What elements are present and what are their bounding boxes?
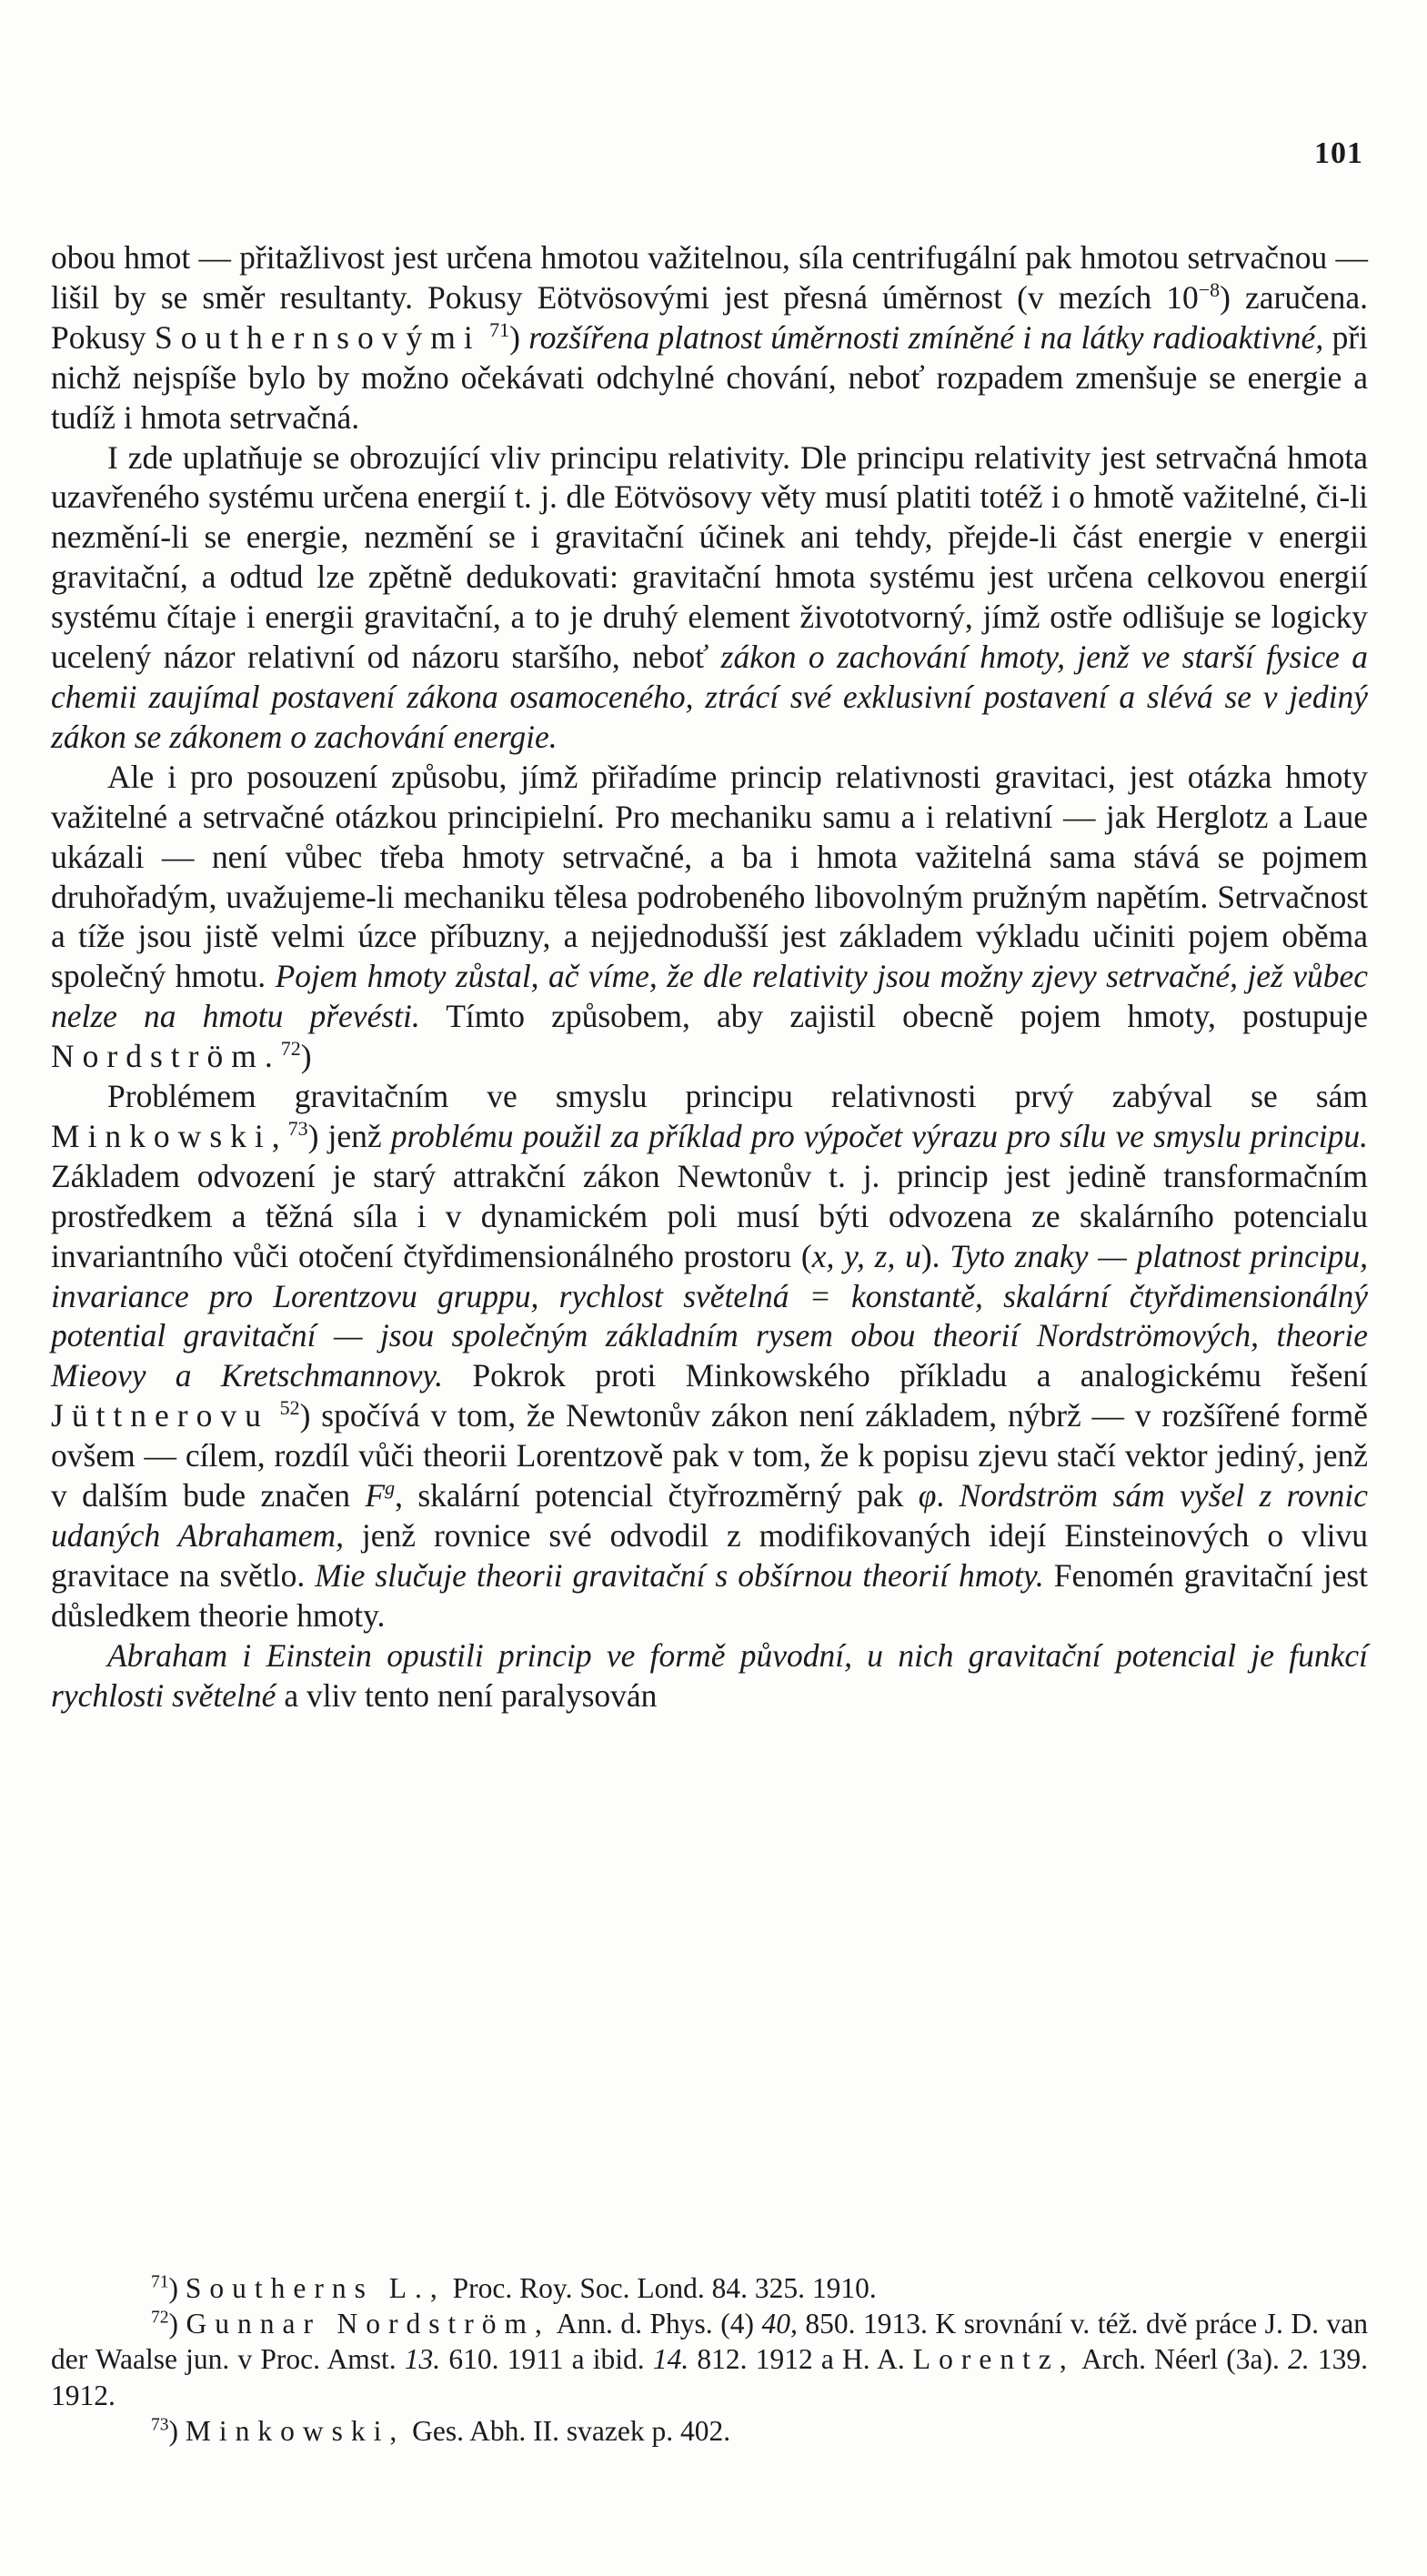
spaced-name: Minkowski, <box>51 1117 288 1154</box>
text-run: Arch. Néerl (3a). <box>1074 2343 1289 2376</box>
spaced-name: Nordström. <box>51 1038 281 1075</box>
text-run: jenž rovnice své odvodil z modifikovaných idejí Einsteinových o vlivu gravitace na světlo. <box>51 1517 1368 1594</box>
italic-text: 40, <box>761 2308 798 2340</box>
footnote <box>51 2306 1368 2413</box>
text-run: ) <box>509 318 529 356</box>
italic-text: Mie slučuje theorii gravitační s obšírnou theorií hmoty. <box>315 1556 1044 1594</box>
text-run: ) <box>168 2414 186 2447</box>
text-run: Tímto způsobem, aby zajistil obecně pojem hmoty, postupuje <box>419 998 1368 1035</box>
text-run: 812. 1912 a H. A. <box>688 2343 913 2376</box>
text-run: I zde uplatňuje se obrozující vliv principu relativity. Dle principu relativity jest setrvačná hmota uzavřeného systému určena energií t. j. dle Eötvösovy věty musí platiti totéž i o hmotě važitelné, či-li nezmění-li se energie, nezmění se i gravitační účinek ani tehdy, přejde-li část energie v energii gravitační, a odtud lze zpětně dedukovati: gravitační hmota systému jest určena celkovou energií systému čítaje i energii gravitační, a to je druhý element živototvorný, jímž ostře odlišuje se logicky ucelený názor relativní od názoru staršího, neboť <box>51 438 1368 676</box>
superscript: g <box>385 1476 396 1500</box>
text-run: . <box>936 1477 960 1514</box>
text-run: ) jenž <box>307 1117 391 1154</box>
italic-text: 2. <box>1288 2343 1310 2376</box>
superscript: 72 <box>280 1037 301 1061</box>
text-run: 610. 1911 a ibid. <box>440 2343 653 2376</box>
italic-text: rozšířena platnost úměrnosti zmíněné i na látky radioaktivné, <box>528 318 1324 356</box>
text-run: ) <box>168 2272 186 2304</box>
text-run: Ann. d. Phys. (4) <box>549 2308 762 2340</box>
superscript: 73 <box>151 2415 169 2435</box>
text-run: ) zaručena. Pokusy <box>51 278 1368 356</box>
text-run: obou hmot — přitažlivost jest určena hmotou važitelnou, síla centrifugální pak hmotou setrvačnou — lišil by se směr resultanty. Pokusy Eötvösovými jest přesná úměrnost (v mezích 10 <box>51 239 1368 316</box>
text-run: Základem odvození je starý attrakční zákon Newtonův t. j. princip jest jedině transformačním prostředkem a těžná síla i v dynamickém poli musí býti odvozena ze skalárního potencialu invariantního vůči otočení čtyřdimensionálného prostoru ( <box>51 1157 1368 1274</box>
text-run: 850. 1913. K srovnání v. též. dvě práce J. D. van der Waalse jun. v Proc. Amst. <box>51 2308 1368 2376</box>
superscript: 71 <box>489 317 510 341</box>
text-run: Ges. Abh. II. svazek p. 402. <box>405 2414 731 2447</box>
superscript: 71 <box>151 2272 169 2292</box>
text-run: ). <box>920 1237 950 1274</box>
text-run <box>269 1397 280 1434</box>
text-run: Fenomén gravitační jest důsledkem theorie hmoty. <box>51 1556 1369 1634</box>
spaced-name: Lorentz, <box>912 2343 1075 2376</box>
footnote <box>51 2270 1368 2306</box>
italic-text: 14. <box>652 2343 689 2376</box>
italic-text: problému použil za příklad pro výpočet výrazu pro sílu ve smyslu principu. <box>390 1117 1368 1154</box>
text-run: ) <box>300 1038 312 1075</box>
text-run: ) <box>168 2308 186 2340</box>
italic-text: Pojem hmoty zůstal, ač víme, že dle relativity jsou možny zjevy setrvačné, jež vůbec nelze na hmotu převésti. <box>51 958 1368 1035</box>
paragraph <box>51 758 1368 1077</box>
text-run: 139. 1912. <box>51 2343 1369 2411</box>
superscript: −8 <box>1198 278 1221 302</box>
italic-text: 13. <box>404 2343 441 2376</box>
paragraph <box>51 1077 1368 1636</box>
text-run: Proc. Roy. Soc. Lond. 84. 325. 1910. <box>445 2272 877 2304</box>
text-run: Ale i pro posouzení způsobu, jímž přiřadíme princip relativnosti gravitaci, jest otázka hmoty važitelné a setrvačné otázkou principielní. Pro mechaniku samu a i relativní — jak Herglotz a Laue ukázali — není vůbec třeba hmoty setrvačné, a ba i hmota važitelná sama stává se pojmem druhořadým, uvažujeme-li mechaniku tělesa podrobeného libovolným pružným napětím. Setrvačnost a tíže jsou jistě velmi úzce příbuzny, a nejjednodušší jest základem výkladu učiniti pojem oběma společný hmotu. <box>51 758 1368 995</box>
spaced-name: Minkowski, <box>185 2414 406 2447</box>
spaced-name: Southernsovými <box>154 318 481 356</box>
footnotes <box>51 2270 1368 2449</box>
italic-text: Nordström sám vyšel z rovnic udaných Abrahamem, <box>51 1477 1368 1554</box>
text-run: ) spočívá v tom, že Newtonův zákon není základem, nýbrž — v rozšířené formě ovšem — cílem, rozdíl vůči theorii Lorentzově pak v tom, že k popisu zjevu stačí vektor jediný, jenž v dalším bude značen <box>51 1397 1368 1514</box>
spaced-name: Gunnar Nordström, <box>186 2308 550 2340</box>
paragraph <box>51 238 1368 438</box>
superscript: 52 <box>279 1396 300 1420</box>
italic-text: Tyto znaky — platnost principu, invariance pro Lorentzovu gruppu, rychlost světelná = konstantě, skalární čtyřdimensionálný potential gravitační — jsou společným základním rysem obou theorií Nordströmových, theorie Mieovy a Kretschmannovy. <box>51 1237 1368 1394</box>
text-run: , skalární potencial čtyřrozměrný pak <box>395 1477 919 1514</box>
spaced-name: Southerns L., <box>185 2272 446 2304</box>
page-number: 101 <box>1314 136 1363 170</box>
italic-text: F <box>365 1477 386 1514</box>
paragraph <box>51 438 1368 758</box>
italic-text: φ <box>918 1477 937 1514</box>
superscript: 73 <box>287 1117 308 1141</box>
superscript: 72 <box>151 2308 169 2328</box>
paragraph <box>51 1636 1368 1716</box>
italic-text: Abraham i Einstein opustili princip ve formě původní, u nich gravitační potencial je funkcí rychlosti světelné <box>51 1636 1368 1714</box>
italic-text: x, y, z, u <box>811 1237 921 1274</box>
spaced-name: Jüttnerovu <box>51 1397 269 1434</box>
text-run: Problémem gravitačním ve smyslu principu relativnosti prvý zabýval se sám <box>107 1078 1368 1115</box>
text-run: při nichž nejspíše bylo by možno očekávati odchylné chování, neboť rozpadem zmenšuje se energie a tudíž i hmota setrvačná. <box>51 318 1369 436</box>
text-run: Pokrok proti Minkowského příkladu a analogickému řešení <box>443 1357 1368 1394</box>
text-run: a vliv tento není paralysován <box>276 1676 658 1714</box>
body-text <box>51 238 1368 1716</box>
italic-text: zákon o zachování hmoty, jenž ve starší fysice a chemii zaujímal postavení zákona osamoceného, ztrácí své exklusivní postavení a slévá se v jediný zákon se zákonem o zachování energie. <box>51 639 1368 755</box>
text-run <box>481 319 489 356</box>
footnote <box>51 2413 1368 2449</box>
